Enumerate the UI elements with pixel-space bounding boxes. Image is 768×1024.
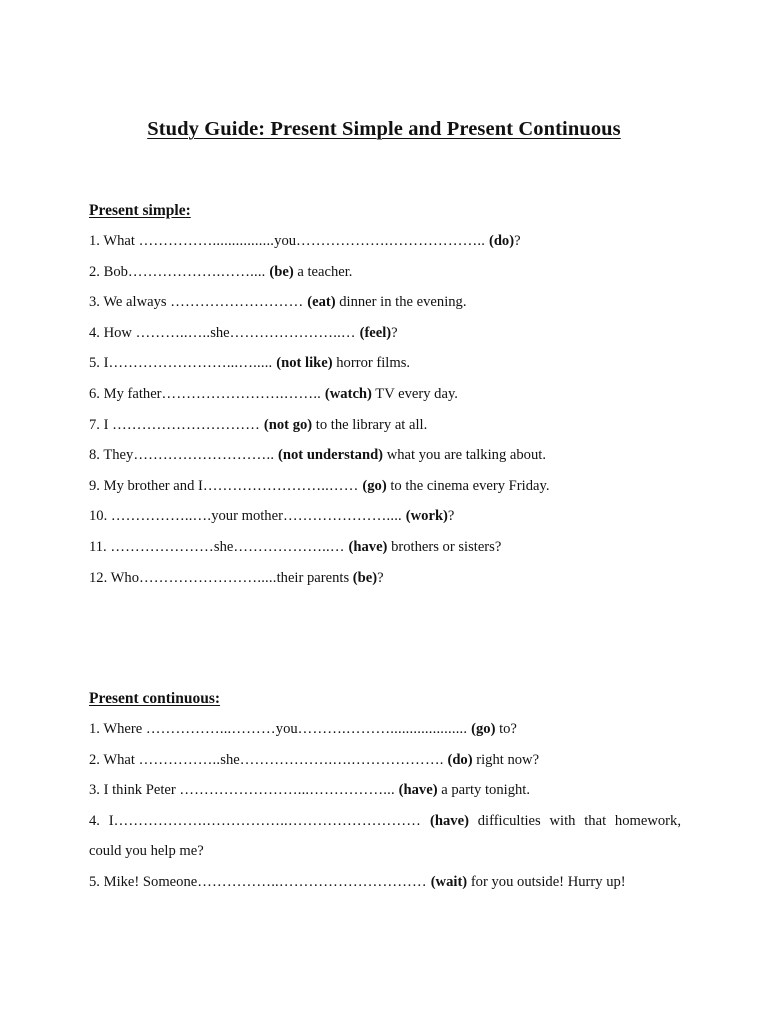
verb-prompt: (be) [352,569,378,586]
exercise-item [89,410,681,441]
verb-prompt: (do) [488,233,515,249]
item-text: ? [514,233,521,249]
item-text: you [274,233,297,249]
item-text: a teacher. [293,263,353,280]
verb-prompt: (work) [405,508,448,525]
exercise-item [89,348,681,379]
section-present-simple [89,196,681,593]
exercise-item [89,226,681,257]
item-text: she [213,538,234,555]
item-text: your mother [211,508,283,525]
answer-blank: ……………………...…..... [108,355,277,372]
exercise-list [89,226,681,593]
item-text: brothers or sisters? [387,538,502,555]
item-text: 8. They [89,447,134,464]
answer-blank: …………….. [138,751,221,768]
answer-blank: ……………..…. [110,508,212,525]
item-text: ? [391,324,398,341]
answer-blank: ……….……….................... [297,721,472,737]
answer-blank: ……………………..…… [202,477,363,494]
item-text: 10. [89,508,111,525]
verb-prompt: (watch) [324,385,372,402]
answer-blank: ………………… [110,538,214,555]
item-text: their parents [276,569,353,586]
answer-blank: ……………….….………………. [239,751,448,768]
item-text: 3. I think Peter [89,782,180,799]
section-heading-colon: : [185,202,191,219]
answer-blank: ……………….……………..……………………… [113,812,431,829]
item-text: to the library at all. [312,416,428,433]
item-text: 1. What [89,233,139,249]
item-text: right now? [472,751,540,768]
item-text: ? [447,508,455,525]
exercise-item [89,471,681,502]
answer-blank: ……………………….. [133,447,279,464]
answer-blank: ……………….…….... [127,263,270,280]
page-title: Study Guide: Present Simple and Present Continuous [147,118,621,140]
answer-blank: ……………...……… [145,721,276,737]
item-text: dinner in the evening. [335,294,467,311]
item-text: 2. What [89,751,139,768]
exercise-item [89,532,681,563]
verb-prompt: (go) [362,477,387,494]
verb-prompt: (not like) [276,355,333,372]
exercise-item [89,714,681,745]
item-text: difficulties with that homework, could you help me? [89,812,681,860]
verb-prompt: (wait) [430,873,468,890]
item-text: 5. Mike! Someone [89,873,198,890]
exercise-item [89,287,681,318]
item-text: to? [495,721,517,737]
answer-blank: ……………….……………….. [296,233,489,249]
answer-blank: ……………………..... [139,569,277,586]
item-text: TV every day. [371,385,458,402]
verb-prompt: (have) [430,812,469,829]
verb-prompt: (feel) [359,324,392,341]
verb-prompt: (have) [398,782,438,799]
section-heading [89,684,681,714]
section-heading [89,196,681,226]
exercise-item [89,257,681,288]
answer-blank: …………………..… [229,324,360,341]
verb-prompt: (not go) [263,416,313,433]
item-text: 3. We always [89,294,171,311]
answer-blank: ……………………...……………... [179,782,399,799]
verb-prompt: (go) [471,721,496,737]
section-heading-text: Present continuous [89,690,215,707]
item-text: she [210,324,230,341]
exercise-item [89,501,681,532]
verb-prompt: (be) [269,263,294,280]
section-present-continuous [89,684,681,898]
verb-prompt: (have) [348,538,388,555]
answer-blank: ………………………… [112,416,264,433]
exercise-item [89,318,681,349]
item-text: horror films. [332,355,411,372]
item-text: 2. Bob [89,263,128,280]
section-heading-text: Present simple [89,202,186,219]
item-text: you [275,721,298,737]
answer-blank: …………………….…….. [161,385,325,402]
exercise-item [89,379,681,410]
exercise-list [89,714,681,898]
answer-blank: ……………................ [138,233,275,249]
exercise-item [89,563,681,594]
item-text: to the cinema every Friday. [386,477,550,494]
item-text: 5. I [89,355,109,372]
verb-prompt: (do) [447,751,473,768]
verb-prompt: (eat) [307,294,336,311]
item-text: 4. How [89,324,136,341]
answer-blank: ………………..… [233,538,349,555]
item-text: 4. I [89,812,114,829]
section-heading-colon: : [214,690,221,707]
answer-blank: ……………..………………………… [197,873,431,890]
exercise-item [89,440,681,471]
item-text: 12. Who [89,569,139,586]
item-text: ? [377,569,384,586]
item-text: 1. Where [89,721,146,737]
answer-blank: ………..….. [135,324,211,341]
exercise-item [89,867,681,898]
exercise-item [89,775,681,806]
exercise-item [89,745,681,776]
item-text: what you are talking about. [383,447,546,464]
item-text: a party tonight. [437,782,530,799]
item-text: 7. I [89,416,113,433]
item-text: 9. My brother and I [89,477,203,494]
item-text: for you outside! Hurry up! [467,873,626,890]
item-text: 11. [89,538,111,555]
verb-prompt: (not understand) [278,447,384,464]
exercise-item [89,806,681,867]
item-text: 6. My father [89,385,162,402]
item-text: she [220,751,240,768]
answer-blank: ……………………… [170,294,308,311]
answer-blank: ………………….... [282,508,406,525]
